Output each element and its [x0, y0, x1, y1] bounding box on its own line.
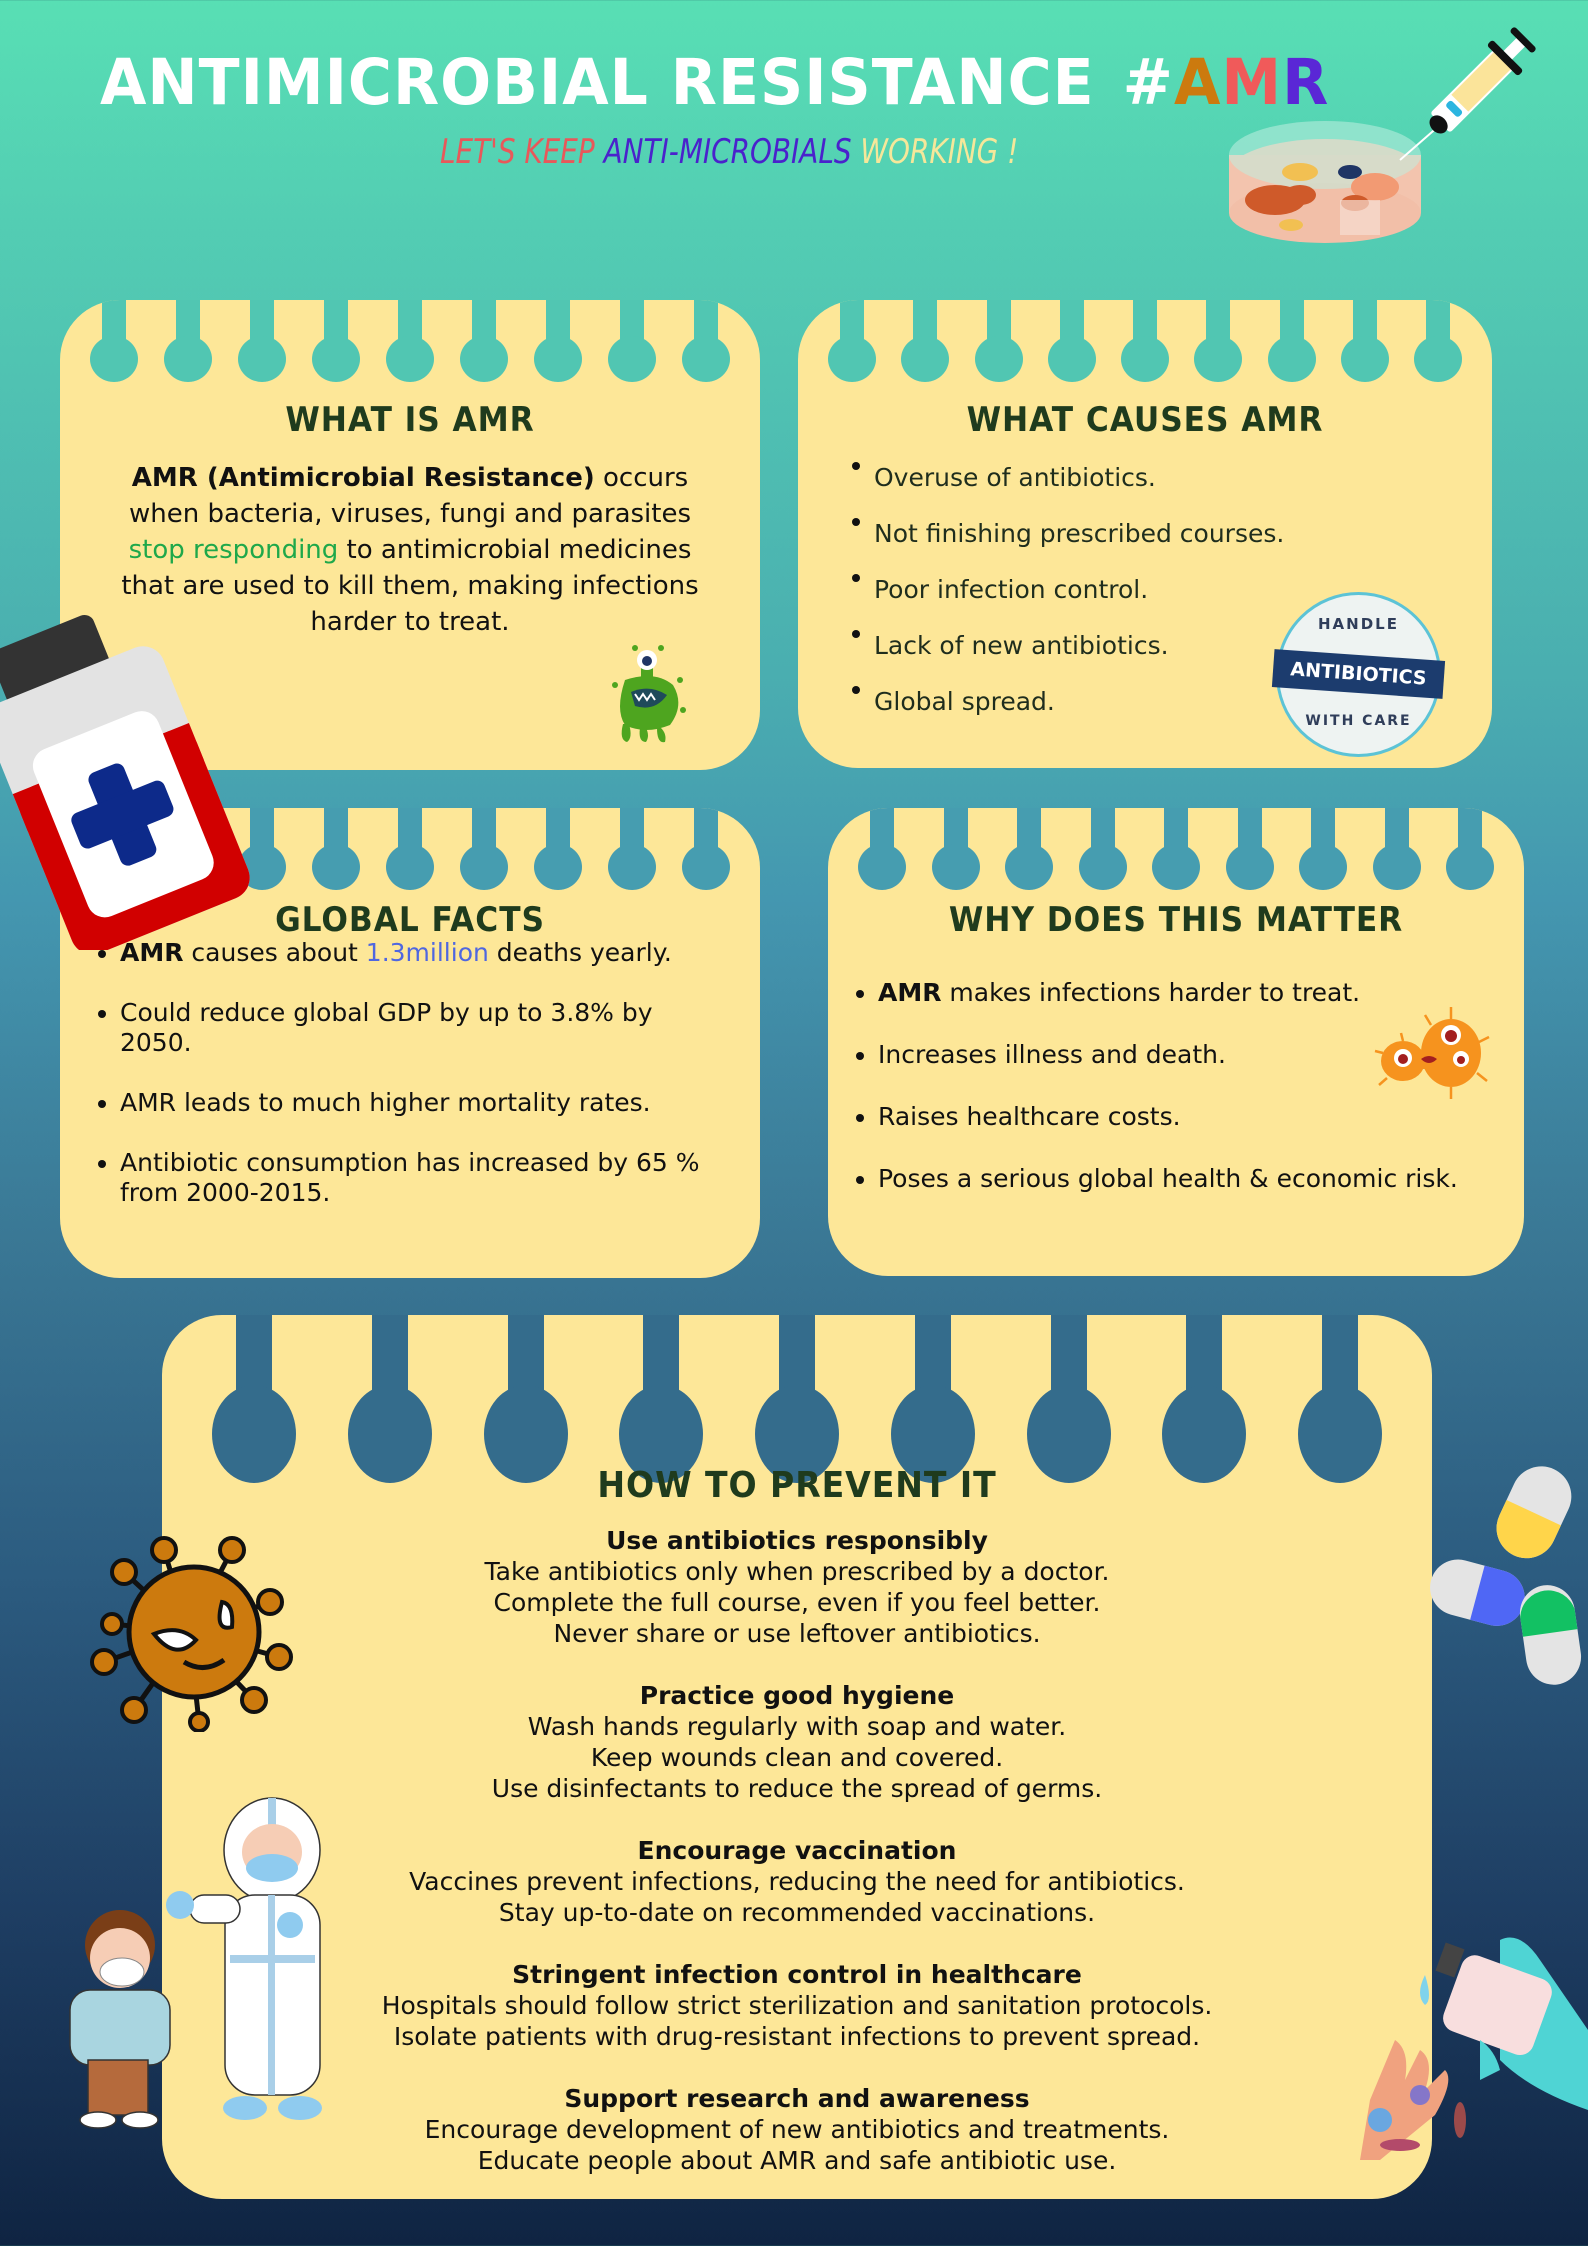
body-text-1: occurs when bacteria, viruses, fungi and parasites: [128, 463, 692, 529]
card-what-causes-amr: [798, 300, 1492, 768]
badge-middle-text: ANTIBIOTICS: [1272, 649, 1445, 699]
list-item: Global spread.: [848, 674, 1284, 730]
title-amr-m: M: [1221, 46, 1283, 120]
card-title: WHY DOES THIS MATTER: [948, 900, 1404, 940]
tip-line: Stay up-to-date on recommended vaccinations.: [498, 1898, 1096, 1927]
badge-bottom-text: WITH CARE: [1305, 713, 1412, 729]
handle-antibiotics-with-care-badge: [1276, 592, 1441, 757]
list-item: Increases illness and death.: [852, 1040, 1458, 1070]
matter-list: [852, 978, 1458, 1226]
bold-lead: AMR (Antimicrobial Resistance): [131, 463, 595, 493]
list-item: Could reduce global GDP by up to 3.8% by 2050.: [94, 998, 730, 1058]
list-item: Poses a serious global health & economic risk.: [852, 1164, 1458, 1194]
card-title: GLOBAL FACTS: [275, 900, 545, 940]
prevention-tips: [162, 1525, 1432, 2199]
body-text-2: to antimicrobial medicines that are used to kill them, making infections harder to treat.: [121, 535, 699, 637]
page-subtitle: [440, 132, 1018, 172]
tip-research: [162, 2083, 1432, 2176]
matter-text: makes infections harder to treat.: [941, 978, 1361, 1007]
tip-line: Encourage development of new antibiotics and treatments.: [424, 2115, 1170, 2144]
tip-line: Isolate patients with drug-resistant infections to prevent spread.: [393, 2022, 1201, 2051]
tip-line: Take antibiotics only when prescribed by a doctor.: [484, 1557, 1110, 1586]
angry-virus-icon: [84, 1532, 294, 1732]
title-text: ANTIMICROBIAL RESISTANCE: [100, 46, 1095, 120]
causes-list: [848, 450, 1284, 730]
green-germ-icon: [595, 640, 695, 750]
tip-line: Vaccines prevent infections, reducing the need for antibiotics.: [409, 1867, 1185, 1896]
tip-title: Use antibiotics responsibly: [606, 1526, 988, 1555]
petri-dish-syringe-icon: [1215, 15, 1555, 255]
list-item: AMR leads to much higher mortality rates.: [94, 1088, 730, 1118]
bold-amr: AMR: [120, 938, 184, 967]
tip-title: Encourage vaccination: [637, 1836, 957, 1865]
list-item: [852, 978, 1458, 1008]
card-how-to-prevent: [162, 1315, 1432, 2199]
title-amr-a: A: [1173, 46, 1222, 120]
subtitle-part-1: LET'S KEEP: [440, 132, 604, 172]
tip-infection-control: [162, 1959, 1432, 2052]
tip-title: Practice good hygiene: [639, 1681, 955, 1710]
tip-line: Hospitals should follow strict sterilization and sanitation protocols.: [381, 1991, 1213, 2020]
child-and-health-worker-icon: [50, 1780, 350, 2130]
list-item: Not finishing prescribed courses.: [848, 506, 1284, 562]
hand-sanitizer-icon: [1340, 1920, 1588, 2170]
orange-bacteria-icon: [1373, 1003, 1493, 1103]
list-item: Poor infection control.: [848, 562, 1284, 618]
tip-title: Support research and awareness: [564, 2084, 1030, 2113]
capsules-icon: [1380, 1455, 1588, 1695]
highlight-number: 1.3million: [365, 938, 489, 967]
title-hash: #: [1122, 46, 1174, 120]
notepad-rings: [60, 300, 760, 400]
subtitle-part-2: ANTI-MICROBIALS: [603, 132, 861, 172]
tip-line: Complete the full course, even if you feel better.: [493, 1588, 1101, 1617]
tip-line: Use disinfectants to reduce the spread of germs.: [491, 1774, 1103, 1803]
list-item: Overuse of antibiotics.: [848, 450, 1284, 506]
title-amr-r: R: [1282, 46, 1330, 120]
medicine-bottle-icon: [0, 580, 250, 950]
tip-hygiene: [162, 1680, 1432, 1804]
facts-list: [94, 938, 730, 1238]
card-title: WHAT IS AMR: [285, 400, 535, 440]
tip-vaccination: [162, 1835, 1432, 1928]
badge-top-text: HANDLE: [1318, 615, 1399, 633]
list-item: Antibiotic consumption has increased by 65 % from 2000-2015.: [94, 1148, 730, 1208]
page-title: [100, 46, 1329, 120]
bold-amr: AMR: [878, 978, 942, 1007]
highlight-text: stop responding: [128, 535, 339, 565]
tip-line: Never share or use leftover antibiotics.: [553, 1619, 1041, 1648]
list-item: Raises healthcare costs.: [852, 1102, 1458, 1132]
subtitle-part-3: WORKING !: [860, 132, 1019, 172]
notepad-rings: [798, 300, 1492, 400]
notepad-rings: [162, 1315, 1432, 1465]
tip-line: Wash hands regularly with soap and water.: [527, 1712, 1067, 1741]
fact-text: deaths yearly.: [488, 938, 672, 967]
card-title: HOW TO PREVENT IT: [597, 1465, 997, 1506]
tip-line: Keep wounds clean and covered.: [590, 1743, 1004, 1772]
fact-text: causes about: [183, 938, 366, 967]
tip-title: Stringent infection control in healthcare: [512, 1960, 1082, 1989]
tip-line: Educate people about AMR and safe antibiotic use.: [477, 2146, 1117, 2175]
notepad-rings: [828, 808, 1524, 908]
card-title: WHAT CAUSES AMR: [966, 400, 1324, 440]
list-item: Lack of new antibiotics.: [848, 618, 1284, 674]
tip-responsible-use: [162, 1525, 1432, 1649]
card-why-matter: [828, 808, 1524, 1276]
